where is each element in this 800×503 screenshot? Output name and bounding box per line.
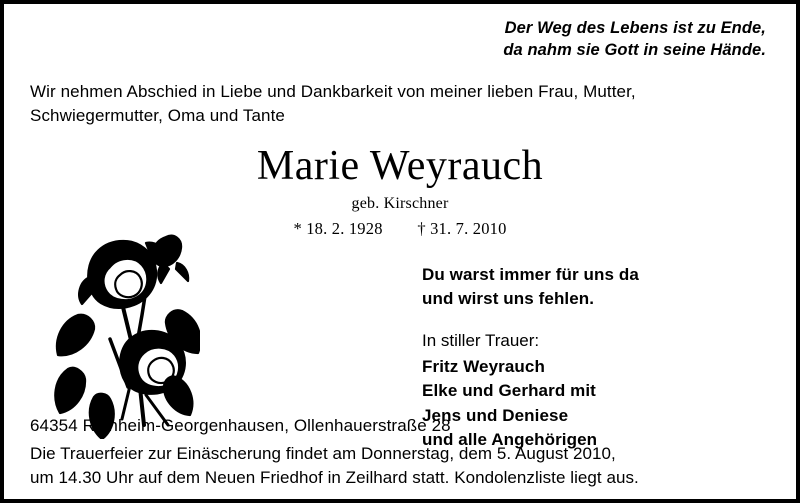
intro-text [30,80,770,128]
verse-line-1: Du warst immer für uns da [422,265,639,285]
intro-line-2: Schwiegermutter, Oma und Tante [30,106,285,125]
footer-section [30,414,770,489]
ceremony-details [30,442,770,489]
rose-illustration-icon [50,219,200,439]
survivor-item: Jens und Deniese [422,405,569,425]
address-line: 64354 Reinheim-Georgenhausen, Ollenhauerstraße 28 [30,416,451,436]
birth-date: * 18. 2. 1928 [293,219,383,239]
motto-line-1: Der Weg des Lebens ist zu Ende, [504,19,766,37]
motto-verse [30,18,766,62]
maiden-name: geb. Kirschner [351,195,449,213]
memorial-verse [422,263,792,311]
verse-line-2: und wirst uns fehlen. [422,289,595,309]
ceremony-line-2: um 14.30 Uhr auf dem Neuen Friedhof in Zeilhard statt. Kondolenzliste liegt aus. [30,467,639,487]
deceased-name: Marie Weyrauch [256,143,544,190]
survivor-item: Elke und Gerhard mit [422,381,596,401]
in-mourning-label: In stiller Trauer: [422,331,540,351]
intro-line-1: Wir nehmen Abschied in Liebe und Dankbarkeit von meiner lieben Frau, Mutter, [30,81,636,101]
survivor-item: Fritz Weyrauch [422,357,545,377]
ceremony-line-1: Die Trauerfeier zur Einäscherung findet am Donnerstag, dem 5. August 2010, [30,444,616,464]
death-date: † 31. 7. 2010 [417,219,507,239]
motto-line-2: da nahm sie Gott in seine Hände. [503,40,766,59]
survivor-item: und alle Angehörigen [422,429,598,449]
